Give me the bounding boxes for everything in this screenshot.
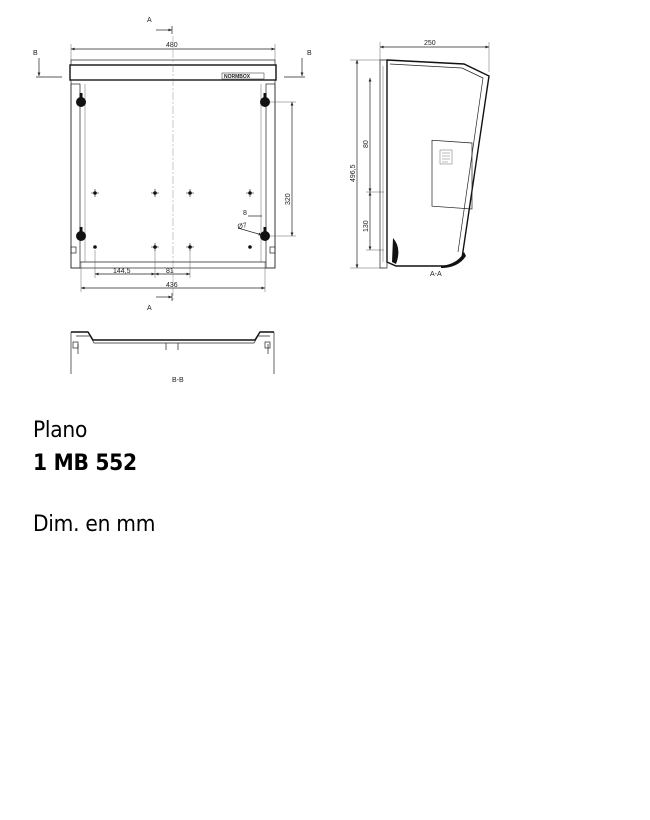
bottom-profile <box>71 332 274 340</box>
units-note: Dim. en mm <box>33 512 156 537</box>
bottom-view <box>71 332 274 384</box>
section-label-b-left: B <box>33 50 38 57</box>
dim-vertical-spacing <box>270 102 296 236</box>
dim-hole-spacing <box>155 268 190 275</box>
hinge-detail <box>392 238 398 264</box>
side-view <box>350 40 489 278</box>
section-label-b-right: B <box>307 50 312 57</box>
dim-lower-label: 130 <box>363 220 370 232</box>
dim-vertical-spacing-label: 320 <box>285 193 292 205</box>
section-mark-a-bottom <box>147 293 172 312</box>
title: Plano <box>33 418 88 443</box>
mount-hole-bottom-left <box>76 227 86 241</box>
cover-inner-line <box>390 64 483 252</box>
dim-height-label: 496,5 <box>350 164 357 182</box>
side-view-label: A-A <box>430 271 442 278</box>
dim-hole-spacing-label: 81 <box>166 268 174 275</box>
dim-upper-label: 80 <box>363 140 370 148</box>
fixing-points <box>91 189 254 251</box>
section-mark-b-left <box>33 50 62 77</box>
dim-inner-width-label: 436 <box>166 282 178 289</box>
dim-depth-label: 250 <box>424 40 436 47</box>
dim-hole-diameter <box>237 222 262 235</box>
dim-overall-width-label: 480 <box>166 42 178 49</box>
dim-hole-diameter-label: Ø7 <box>236 222 248 231</box>
mount-hole-top-left <box>76 93 86 107</box>
left-foot <box>71 247 76 253</box>
mount-hole-top-right <box>260 93 270 107</box>
section-label-a-top: A <box>147 17 152 24</box>
dim-depth <box>380 40 489 72</box>
model-number: 1 MB 552 <box>33 451 137 476</box>
bottom-view-label: B-B <box>172 377 184 384</box>
section-label-a-bottom: A <box>147 305 152 312</box>
section-mark-a-top <box>147 17 172 34</box>
mount-hole-bottom-right <box>260 227 270 241</box>
dim-lower <box>363 192 384 250</box>
side-wall-plate <box>380 60 387 268</box>
front-view <box>33 17 312 312</box>
dim-upper <box>363 78 384 192</box>
right-foot <box>270 247 275 253</box>
dim-small-offset-label: 8 <box>243 210 247 217</box>
brand-plate-label: NORMBOX <box>224 74 251 80</box>
dim-hole-offset-label: 144,5 <box>113 268 131 275</box>
brand-plate <box>222 73 264 80</box>
dim-small-offset <box>243 210 262 217</box>
cover-profile <box>387 60 489 266</box>
section-mark-b-right <box>284 50 312 77</box>
